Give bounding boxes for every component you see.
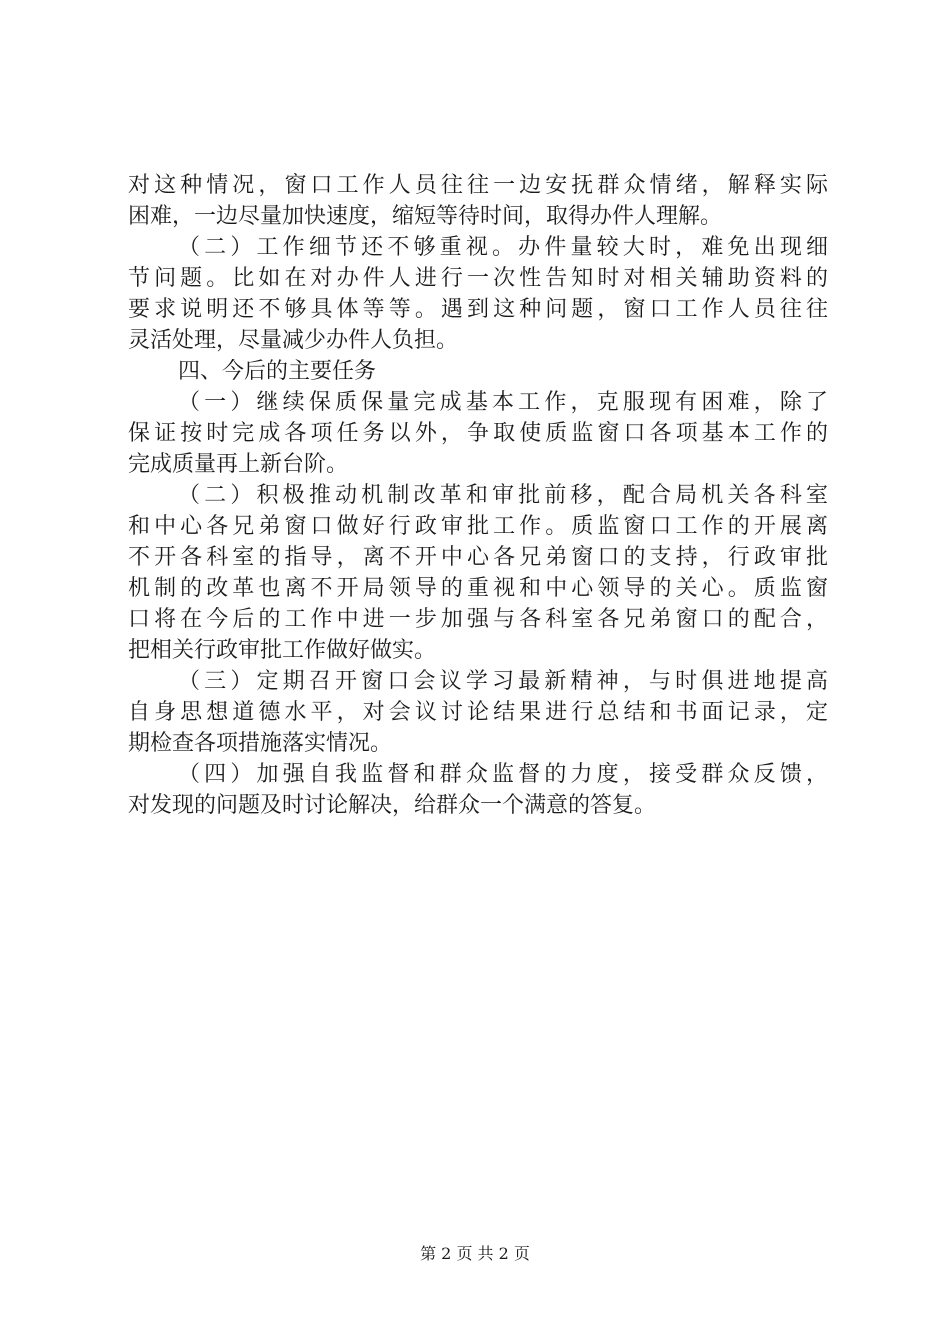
text-line: 灵活处理，尽量减少办件人负担。 [128, 328, 459, 353]
page-number-footer: 第 2 页 共 2 页 [420, 1244, 530, 1263]
text-line: 节问题。比如在对办件人进行一次性告知时对相关辅助资料的 [128, 266, 828, 291]
paragraph-line: （一）继续保质保量完成基本工作，克服现有困难，除了 [178, 390, 828, 415]
text-line: 期检查各项措施落实情况。 [128, 731, 393, 756]
section-heading: 四、今后的主要任务 [178, 359, 377, 384]
paragraph-line: （四）加强自我监督和群众监督的力度，接受群众反馈， [178, 762, 828, 787]
text-line: 和中心各兄弟窗口做好行政审批工作。质监窗口工作的开展离 [128, 514, 828, 539]
text-line: 困难，一边尽量加快速度，缩短等待时间，取得办件人理解。 [128, 204, 723, 229]
text-line: 自身思想道德水平，对会议讨论结果进行总结和书面记录，定 [128, 700, 828, 725]
document-body [128, 170, 828, 821]
text-line: 不开各科室的指导，离不开中心各兄弟窗口的支持，行政审批 [128, 545, 828, 570]
text-line: 完成质量再上新台阶。 [128, 452, 349, 477]
text-line: 机制的改革也离不开局领导的重视和中心领导的关心。质监窗 [128, 576, 828, 601]
text-line: 要求说明还不够具体等等。遇到这种问题，窗口工作人员往往 [128, 297, 828, 322]
paragraph-line: （二）积极推动机制改革和审批前移，配合局机关各科室 [178, 483, 828, 508]
paragraph-line: （二）工作细节还不够重视。办件量较大时，难免出现细 [178, 235, 828, 260]
text-line: 对这种情况，窗口工作人员往往一边安抚群众情绪，解释实际 [128, 173, 828, 198]
text-line: 口将在今后的工作中进一步加强与各科室各兄弟窗口的配合， [128, 607, 828, 632]
paragraph-line: （三）定期召开窗口会议学习最新精神，与时俱进地提高 [178, 669, 828, 694]
text-line: 保证按时完成各项任务以外，争取使质监窗口各项基本工作的 [128, 421, 828, 446]
text-line: 把相关行政审批工作做好做实。 [128, 638, 437, 663]
text-line: 对发现的问题及时讨论解决，给群众一个满意的答复。 [128, 793, 657, 818]
